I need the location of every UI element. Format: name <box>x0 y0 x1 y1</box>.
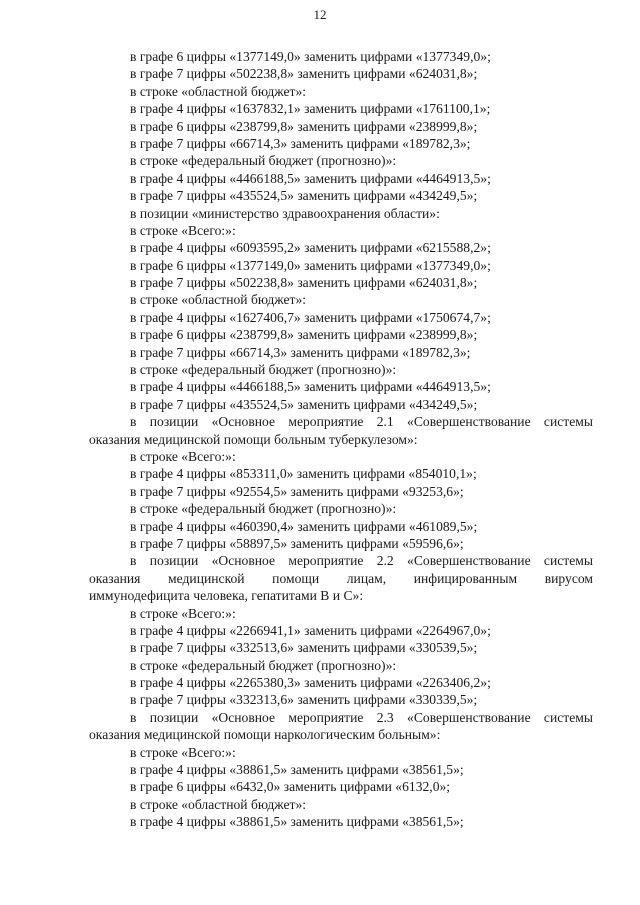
text-line: в строке «федеральный бюджет (прогнозно)»: <box>130 657 397 673</box>
text-line: в графе 7 цифры «66714,3» заменить цифрами «189782,3»; <box>130 344 471 360</box>
text-line: в графе 4 цифры «4466188,5» заменить цифрами «4464913,5»; <box>130 379 491 395</box>
text-line: в графе 4 цифры «1627406,7» заменить цифрами «1750674,7»; <box>130 309 491 325</box>
text-line: в графе 6 цифры «1377149,0» заменить цифрами «1377349,0»; <box>130 257 491 273</box>
text-line: в графе 7 цифры «58897,5» заменить цифрами «59596,6»; <box>130 535 464 551</box>
text-line: в графе 7 цифры «66714,3» заменить цифрами «189782,3»; <box>130 135 471 151</box>
text-line: в графе 4 цифры «6093595,2» заменить цифрами «6215588,2»; <box>130 240 491 256</box>
text-line: в графе 7 цифры «502238,8» заменить цифрами «624031,8»; <box>130 66 478 82</box>
text-line: в графе 6 цифры «238799,8» заменить цифрами «238999,8»; <box>130 327 478 343</box>
text-line: в графе 4 цифры «2266941,1» заменить цифрами «2264967,0»; <box>130 622 491 638</box>
text-line: оказания медицинской помощи лицам, инфицированным вирусом <box>89 570 593 586</box>
text-line: в графе 4 цифры «38861,5» заменить цифрами «38561,5»; <box>130 762 464 778</box>
text-line: в позиции «Основное мероприятие 2.1 «Совершенствование системы <box>130 414 593 430</box>
text-line: в графе 4 цифры «38861,5» заменить цифрами «38561,5»; <box>130 814 464 830</box>
text-line: в графе 7 цифры «332513,6» заменить цифрами «330539,5»; <box>130 640 478 656</box>
text-line: в строке «федеральный бюджет (прогнозно)»: <box>130 153 397 169</box>
text-line: в графе 6 цифры «6432,0» заменить цифрами «6132,0»; <box>130 779 451 795</box>
text-line: в графе 4 цифры «2265380,3» заменить цифрами «2263406,2»; <box>130 675 491 691</box>
text-line: в строке «областной бюджет»: <box>130 796 307 812</box>
text-line: в строке «Всего:»: <box>130 448 236 464</box>
text-line: в графе 4 цифры «460390,4» заменить цифрами «461089,5»; <box>130 518 478 534</box>
text-line: в позиции «Основное мероприятие 2.2 «Совершенствование системы <box>130 553 593 569</box>
text-line: в графе 4 цифры «4466188,5» заменить цифрами «4464913,5»; <box>130 170 491 186</box>
text-line: иммунодефицита человека, гепатитами В и С»: <box>89 588 364 604</box>
text-line: в графе 6 цифры «1377149,0» заменить цифрами «1377349,0»; <box>130 49 491 64</box>
text-line: оказания медицинской помощи больным туберкулезом»: <box>89 431 418 447</box>
text-line: в графе 4 цифры «853311,0» заменить цифрами «854010,1»; <box>130 466 477 482</box>
text-line: в графе 4 цифры «1637832,1» заменить цифрами «1761100,1»; <box>130 101 491 117</box>
text-line: в графе 7 цифры «332313,6» заменить цифрами «330339,5»; <box>130 692 478 708</box>
text-line: в строке «Всего:»: <box>130 744 236 760</box>
text-line: в графе 7 цифры «502238,8» заменить цифрами «624031,8»; <box>130 275 478 291</box>
document-body <box>89 48 593 831</box>
text-line: в строке «федеральный бюджет (прогнозно)»: <box>130 362 397 378</box>
text-line: в графе 6 цифры «238799,8» заменить цифрами «238999,8»; <box>130 118 478 134</box>
text-line: в строке «Всего:»: <box>130 605 236 621</box>
text-line: в позиции «министерство здравоохранения области»: <box>130 205 440 221</box>
text-line: в графе 7 цифры «435524,5» заменить цифрами «434249,5»; <box>130 396 478 412</box>
text-line: в строке «областной бюджет»: <box>130 83 307 99</box>
text-line: в строке «федеральный бюджет (прогнозно)»: <box>130 501 397 517</box>
text-line: в строке «Всего:»: <box>130 222 236 238</box>
text-line: в графе 7 цифры «92554,5» заменить цифрами «93253,6»; <box>130 483 464 499</box>
text-line: в строке «областной бюджет»: <box>130 292 307 308</box>
text-line: оказания медицинской помощи наркологическим больным»: <box>89 727 441 743</box>
text-line: в позиции «Основное мероприятие 2.3 «Совершенствование системы <box>130 709 593 725</box>
page-number: 12 <box>313 7 327 22</box>
text-line: в графе 7 цифры «435524,5» заменить цифрами «434249,5»; <box>130 188 478 204</box>
